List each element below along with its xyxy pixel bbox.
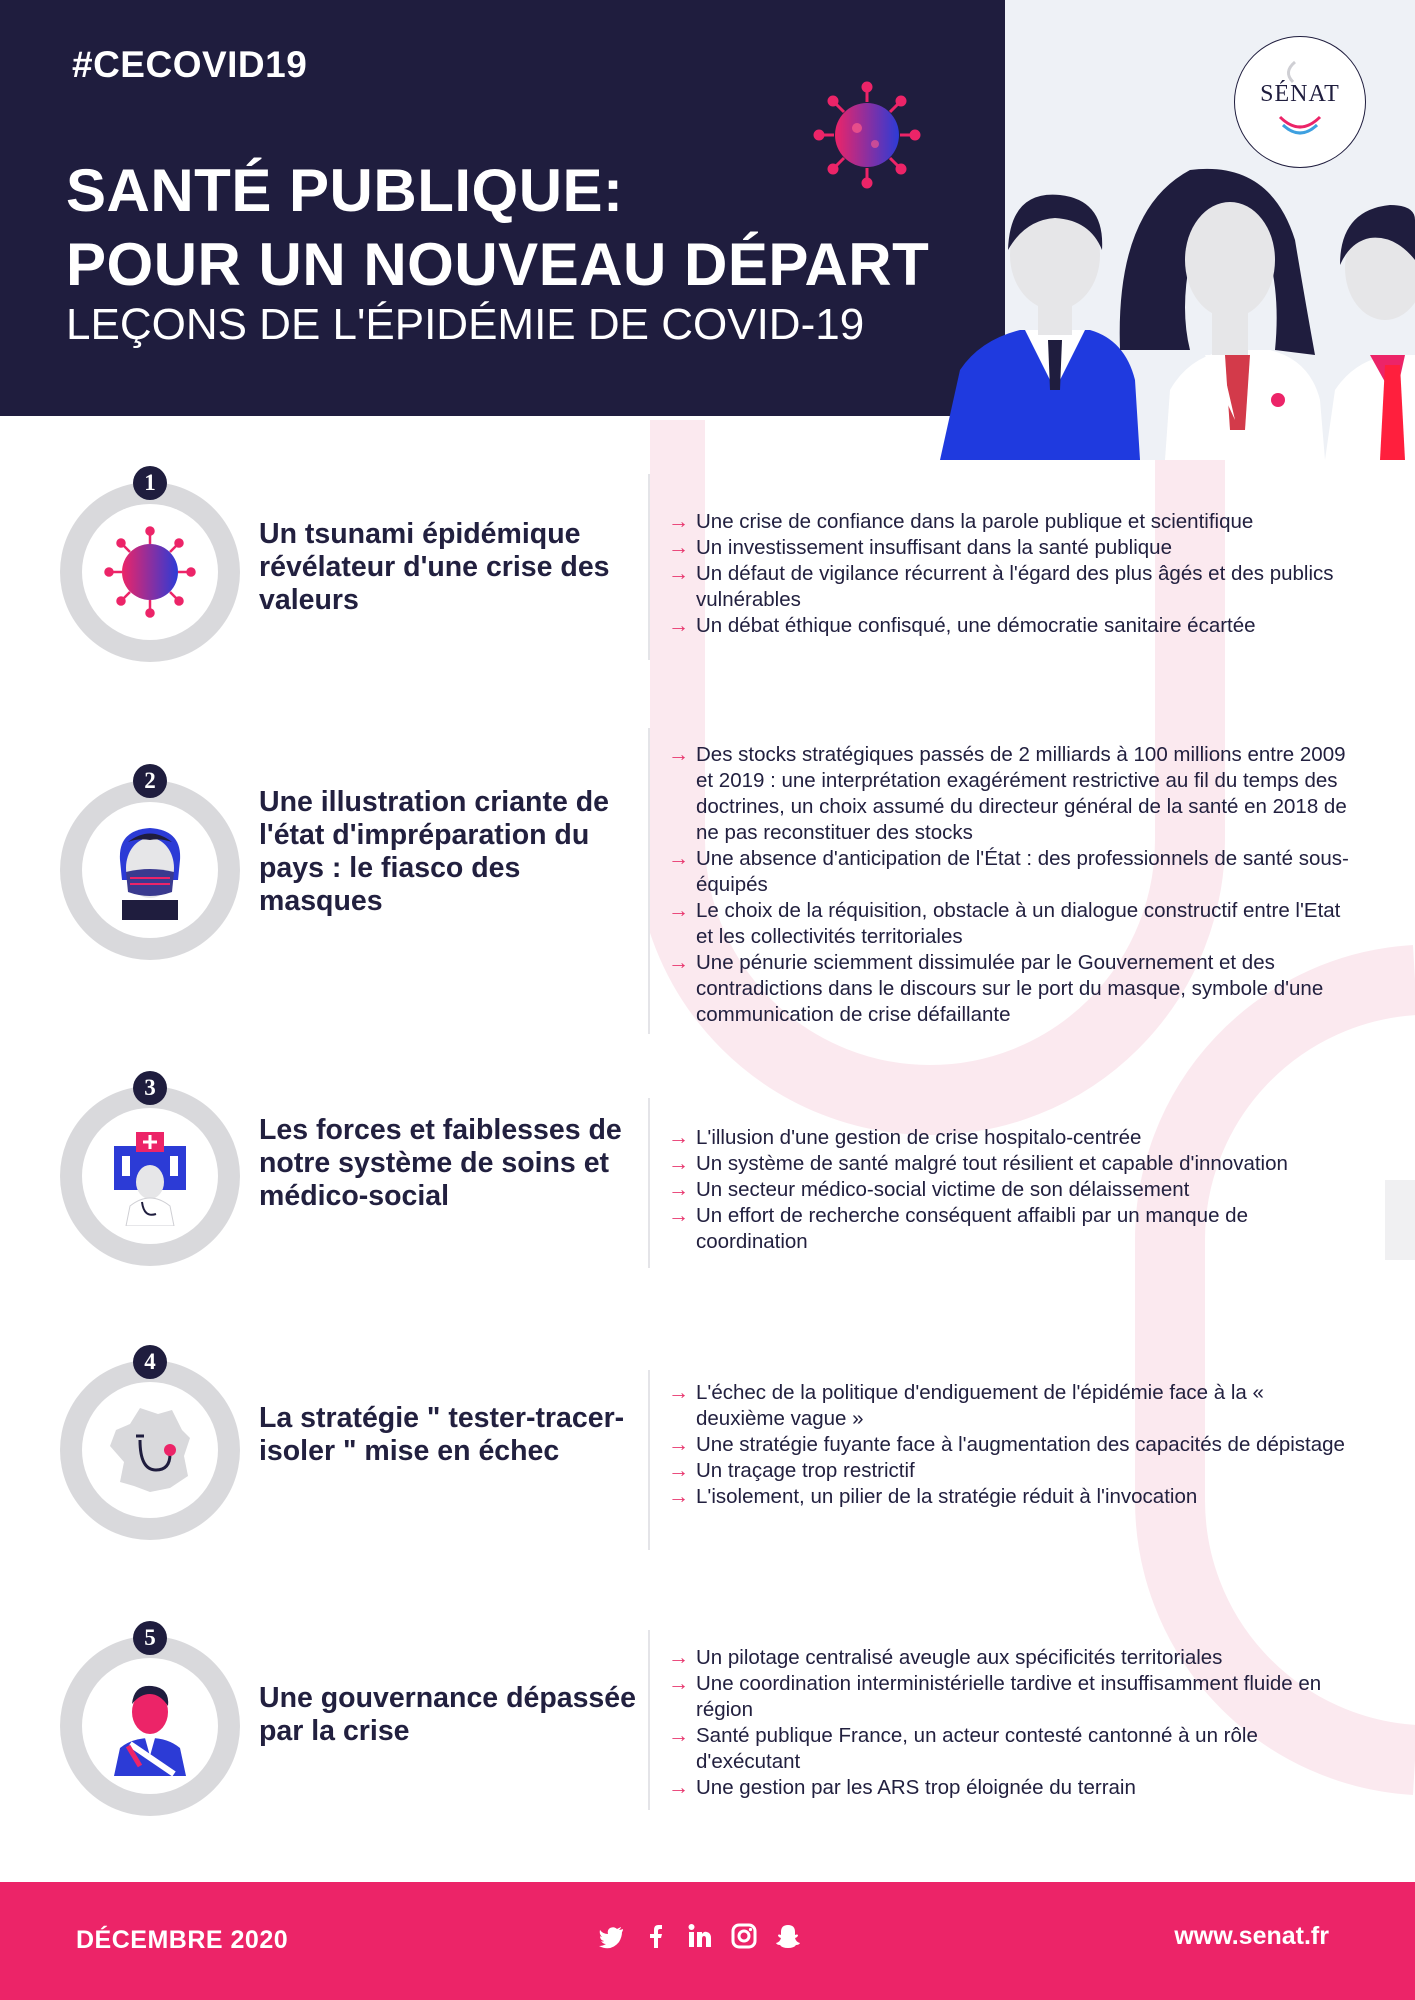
section-title: Les forces et faiblesses de notre système de soins et médico-social	[259, 1114, 622, 1212]
list-item: → Une coordination interministérielle tardive et insuffisamment fluide en région	[668, 1672, 1322, 1721]
bullet-list	[668, 1645, 1353, 1801]
section-icon-ring	[60, 482, 240, 662]
arrow-icon: →	[668, 1433, 689, 1456]
arrow-icon: →	[668, 743, 689, 766]
list-item: → Une absence d'anticipation de l'État : des professionnels de santé sous-équipés	[668, 847, 1349, 896]
social-links	[598, 1922, 802, 1952]
arrow-icon: →	[668, 1381, 689, 1404]
bullet-list	[668, 509, 1353, 639]
section-number: 2	[133, 764, 167, 798]
arrow-icon: →	[668, 1672, 689, 1695]
footer-date: DÉCEMBRE 2020	[76, 1926, 289, 1954]
linkedin-icon[interactable]	[686, 1922, 714, 1950]
divider	[648, 1630, 650, 1810]
virus-icon	[812, 80, 922, 190]
list-item: → Un système de santé malgré tout résilient et capable d'innovation	[668, 1152, 1288, 1175]
section-title: La stratégie " tester-tracer-isoler " mise en échec	[259, 1402, 625, 1467]
arrow-icon: →	[668, 951, 689, 974]
arrow-icon: →	[668, 899, 689, 922]
section-number: 5	[133, 1621, 167, 1655]
health-professionals-illustration	[940, 150, 1415, 460]
masked-person-icon	[100, 820, 200, 920]
section-title: Une illustration criante de l'état d'impréparation du pays : le fiasco des masques	[259, 786, 609, 917]
arrow-icon: →	[668, 1646, 689, 1669]
bullet-list	[668, 1380, 1353, 1510]
hashtag: #CECOVID19	[72, 44, 308, 85]
list-item: → Le choix de la réquisition, obstacle à un dialogue constructif entre l'Etat et les collectivités territoriales	[668, 899, 1341, 948]
arrow-icon: →	[668, 1485, 689, 1508]
section-title: Une gouvernance dépassée par la crise	[259, 1682, 636, 1747]
divider	[648, 1098, 650, 1268]
logo-text: SÉNAT	[1260, 81, 1340, 107]
arrow-icon: →	[668, 510, 689, 533]
divider	[648, 1370, 650, 1550]
list-item: → Une gestion par les ARS trop éloignée du terrain	[668, 1776, 1136, 1799]
title-line-2: POUR UN NOUVEAU DÉPART	[66, 231, 930, 298]
arrow-icon: →	[668, 1204, 689, 1227]
section-icon-ring	[60, 780, 240, 960]
instagram-icon[interactable]	[730, 1922, 758, 1950]
arrow-icon: →	[668, 1126, 689, 1149]
website-link[interactable]: www.senat.fr	[1174, 1922, 1329, 1950]
section-number: 1	[133, 466, 167, 500]
arrow-icon: →	[668, 1776, 689, 1799]
list-item: → Un pilotage centralisé aveugle aux spécificités territoriales	[668, 1646, 1223, 1669]
official-person-icon	[100, 1676, 200, 1776]
footer	[0, 1882, 1415, 2000]
france-stethoscope-icon	[100, 1400, 200, 1500]
hospital-doctor-icon	[100, 1126, 200, 1226]
title-line-1: SANTÉ PUBLIQUE:	[66, 157, 624, 224]
bullet-list	[668, 742, 1353, 1028]
list-item: → Un investissement insuffisant dans la santé publique	[668, 536, 1172, 559]
arrow-icon: →	[668, 614, 689, 637]
section-icon-ring	[60, 1636, 240, 1816]
list-item: → Un défaut de vigilance récurrent à l'égard des plus âgés et des publics vulnérables	[668, 562, 1334, 611]
list-item: → L'échec de la politique d'endiguement de l'épidémie face à la « deuxième vague »	[668, 1381, 1264, 1430]
list-item: → Un débat éthique confisqué, une démocratie sanitaire écartée	[668, 614, 1256, 637]
list-item: → Santé publique France, un acteur contesté cantonné à un rôle d'exécutant	[668, 1724, 1258, 1773]
divider	[648, 474, 650, 660]
facebook-icon[interactable]	[642, 1922, 670, 1950]
arrow-icon: →	[668, 1724, 689, 1747]
divider	[648, 728, 650, 1034]
list-item: → Une stratégie fuyante face à l'augmentation des capacités de dépistage	[668, 1433, 1345, 1456]
arrow-icon: →	[668, 1178, 689, 1201]
header-banner	[0, 0, 1005, 416]
section-icon-ring	[60, 1360, 240, 1540]
arrow-icon: →	[668, 847, 689, 870]
section-number: 4	[133, 1345, 167, 1379]
list-item: → L'illusion d'une gestion de crise hospitalo-centrée	[668, 1126, 1142, 1149]
arrow-icon: →	[668, 562, 689, 585]
list-item: → Un effort de recherche conséquent affaibli par un manque de coordination	[668, 1204, 1248, 1253]
senat-logo	[1234, 36, 1366, 168]
arrow-icon: →	[668, 536, 689, 559]
subtitle: LEÇONS DE L'ÉPIDÉMIE DE COVID-19	[66, 300, 865, 349]
arrow-icon: →	[668, 1459, 689, 1482]
snapchat-icon[interactable]	[774, 1922, 802, 1950]
list-item: → Des stocks stratégiques passés de 2 milliards à 100 millions entre 2009 et 2019 : une interprétation exagérément restrictive au fil du temps des doctrines, un choix assumé du directeur général de la santé en 2018 de ne pas reconstituer des stocks	[668, 743, 1347, 844]
list-item: → Un secteur médico-social victime de son délaissement	[668, 1178, 1190, 1201]
list-item: → Une pénurie sciemment dissimulée par le Gouvernement et des contradictions dans le discours sur le port du masque, symbole d'une communication de crise défaillante	[668, 951, 1324, 1026]
arrow-icon: →	[668, 1152, 689, 1175]
section-icon-ring	[60, 1086, 240, 1266]
list-item: → Une crise de confiance dans la parole publique et scientifique	[668, 510, 1254, 533]
list-item: → Un traçage trop restrictif	[668, 1459, 915, 1482]
virus-icon	[100, 522, 200, 622]
twitter-icon[interactable]	[598, 1922, 626, 1950]
section-number: 3	[133, 1071, 167, 1105]
bullet-list	[668, 1125, 1353, 1255]
section-title: Un tsunami épidémique révélateur d'une crise des valeurs	[259, 518, 610, 616]
list-item: → L'isolement, un pilier de la stratégie réduit à l'invocation	[668, 1485, 1198, 1508]
